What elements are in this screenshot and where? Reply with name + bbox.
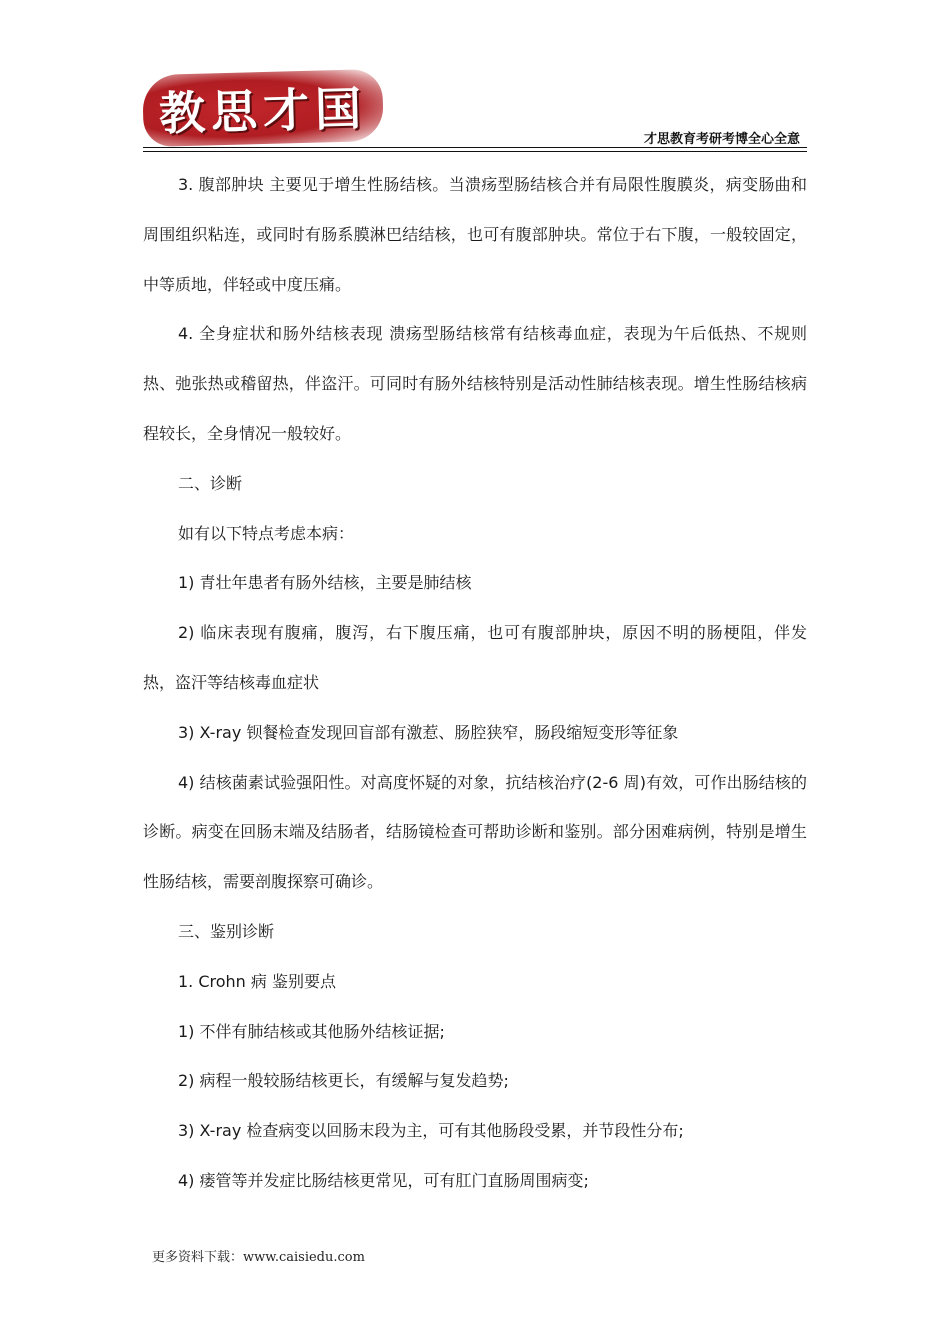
list-item: 1) 青壮年患者有肠外结核，主要是肺结核 bbox=[178, 573, 472, 593]
paragraph-systemic-symptoms: 4. 全身症状和肠外结核表现 溃疡型肠结核常有结核毒血症，表现为午后低热、不规则热、弛张热或稽留热，伴盗汗。可同时有肠外结核特别是活动性肺结核表现。增生性肠结核病程较长，全身情况一般较好。 bbox=[143, 324, 807, 443]
list-item: 4) 结核菌素试验强阳性。对高度怀疑的对象，抗结核治疗(2-6 周)有效，可作出肠结核的诊断。病变在回肠末端及结肠者，结肠镜检查可帮助诊断和鉴别。部分困难病例，特别是增生性肠结核，需要剖腹探察可确诊。 bbox=[143, 772, 807, 892]
list-item: 3) X-ray 钡餐检查发现回盲部有激惹、肠腔狭窄，肠段缩短变形等征象 bbox=[178, 722, 679, 742]
list-item: 2) 临床表现有腹痛，腹泻，右下腹压痛，也可有腹部肿块，原因不明的肠梗阻，伴发热，盗汗等结核毒血症状 bbox=[143, 623, 807, 692]
logo-text: 教思才国 bbox=[158, 81, 368, 141]
paragraph-abdominal-mass: 3. 腹部肿块 主要见于增生性肠结核。当溃疡型肠结核合并有局限性腹膜炎，病变肠曲和周围组织粘连，或同时有肠系膜淋巴结结核，也可有腹部肿块。常位于右下腹，一般较固定，中等质地，伴轻或中度压痛。 bbox=[143, 175, 807, 294]
list-item: 2) 病程一般较肠结核更长，有缓解与复发趋势; bbox=[178, 1071, 509, 1091]
header-rule-thin bbox=[143, 151, 807, 152]
list-item: 1) 不伴有肺结核或其他肠外结核证据; bbox=[178, 1021, 445, 1041]
paragraph-diagnosis-intro: 如有以下特点考虑本病： bbox=[178, 523, 355, 543]
logo bbox=[142, 69, 384, 147]
section-heading-diagnosis: 二、诊断 bbox=[178, 473, 243, 493]
header-rule bbox=[143, 147, 807, 148]
section-heading-differential: 三、鉴别诊断 bbox=[178, 921, 275, 941]
list-item: 4) 瘘管等并发症比肠结核更常见，可有肛门直肠周围病变; bbox=[178, 1170, 589, 1190]
subheading-crohn: 1. Crohn 病 鉴别要点 bbox=[178, 971, 336, 991]
footer-download-link: 更多资料下载：www.caisiedu.com bbox=[152, 1250, 365, 1265]
header-tagline: 才思教育考研考博全心全意 bbox=[643, 132, 800, 147]
document-body bbox=[143, 160, 807, 1206]
list-item: 3) X-ray 检查病变以回肠末段为主，可有其他肠段受累，并节段性分布; bbox=[178, 1121, 684, 1141]
